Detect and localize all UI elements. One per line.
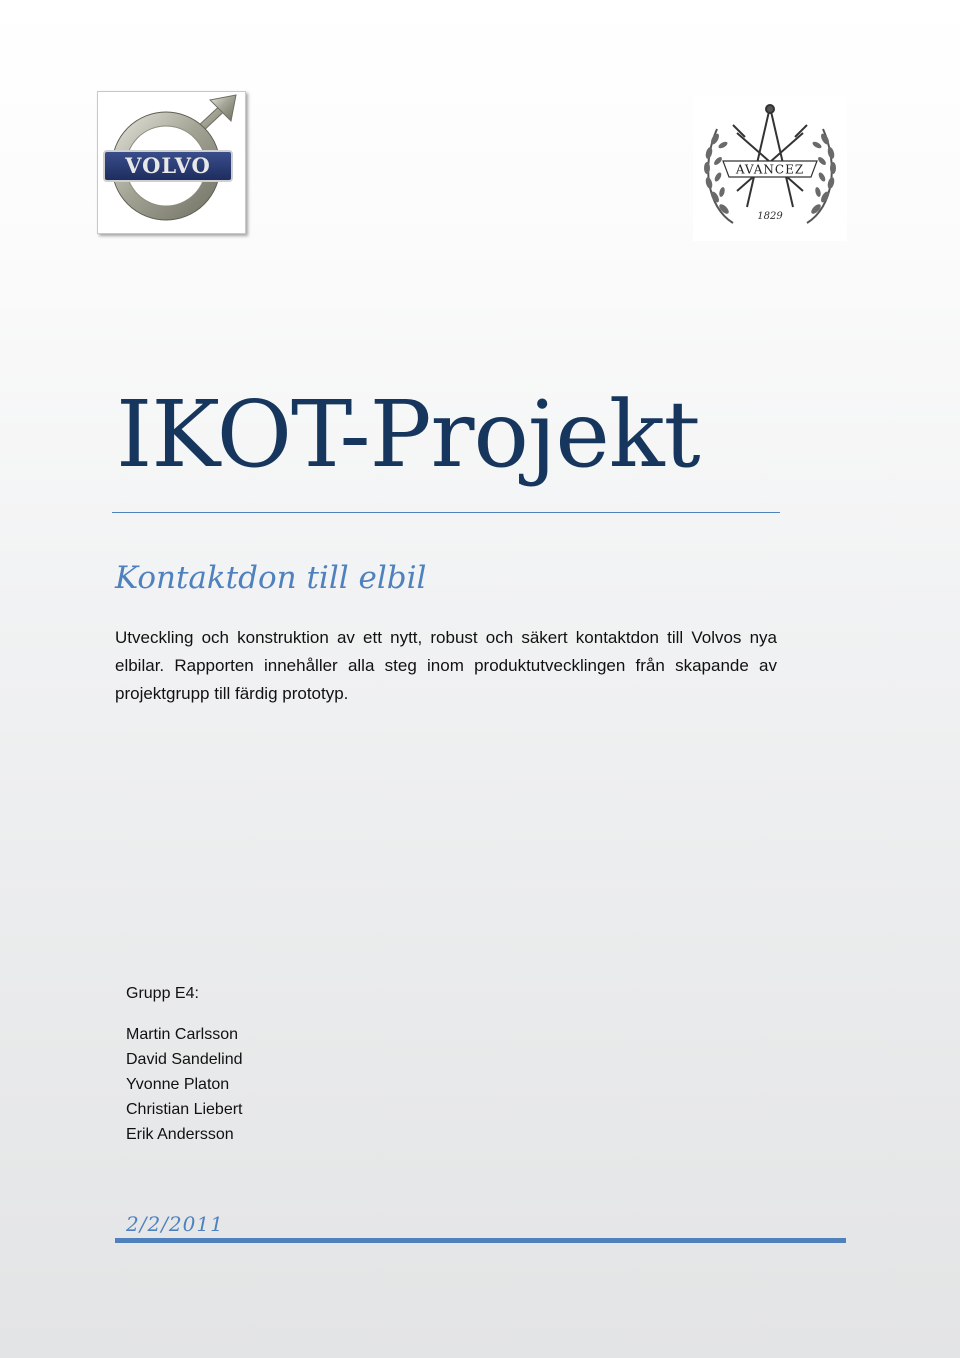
- abstract-text: Utveckling och konstruktion av ett nytt, robust och säkert kontaktdon till Volvos nya elbilar. Rapporten innehåller alla steg inom produktutvecklingen från skapande av projektgrupp till färdig prototyp.: [115, 628, 777, 703]
- document-date: 2/2/2011: [126, 1212, 224, 1236]
- document-title: IKOT-Projekt: [116, 381, 700, 488]
- chalmers-year: 1829: [757, 211, 783, 222]
- title-divider: [112, 512, 780, 513]
- document-subtitle: Kontaktdon till elbil: [115, 560, 427, 596]
- volvo-wordmark: VOLVO: [125, 153, 211, 178]
- chalmers-logo: [693, 95, 847, 241]
- group-label: Grupp E4:: [126, 985, 199, 1002]
- volvo-logo: [97, 91, 246, 234]
- group-member: Yvonne Platon: [126, 1076, 230, 1093]
- group-block: [126, 981, 243, 1147]
- group-member: Christian Liebert: [126, 1101, 243, 1118]
- date-divider: [115, 1238, 846, 1243]
- chalmers-motto: AVANCEZ: [735, 162, 805, 177]
- group-member: Martin Carlsson: [126, 1026, 239, 1043]
- group-member: David Sandelind: [126, 1051, 243, 1068]
- group-member: Erik Andersson: [126, 1126, 234, 1143]
